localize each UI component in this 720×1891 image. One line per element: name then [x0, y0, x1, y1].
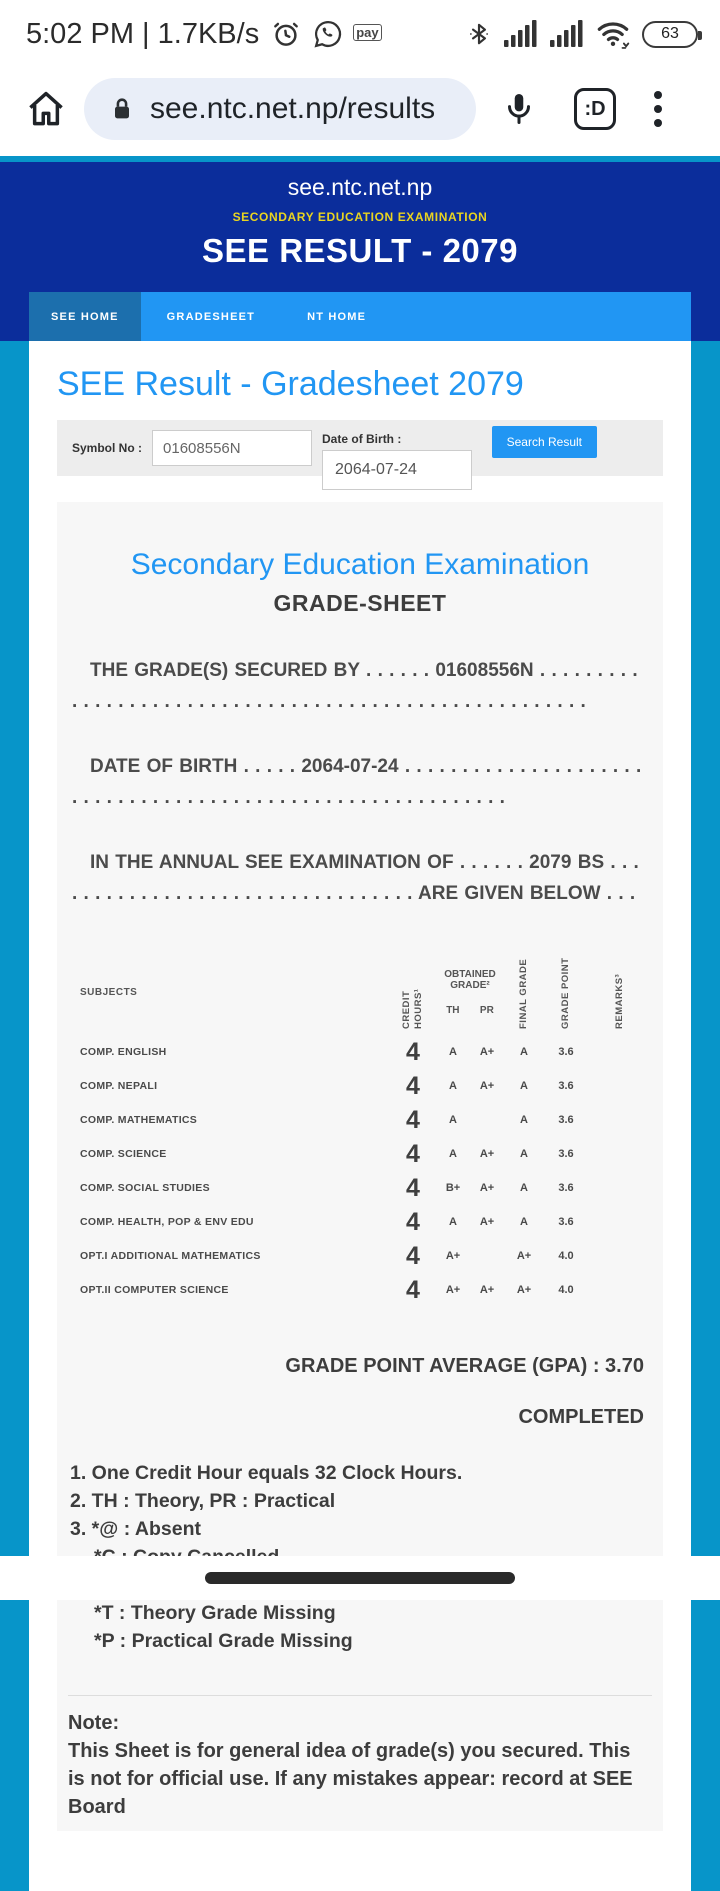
url-text: see.ntc.net.np/results — [150, 92, 436, 125]
exam-org-title: Secondary Education Examination — [130, 548, 590, 581]
col-th: TH — [446, 1004, 460, 1016]
search-result-button[interactable]: Search Result — [492, 426, 597, 458]
gpa-line: GRADE POINT AVERAGE (GPA) : 3.70 — [285, 1355, 644, 1377]
footnote: *T : Theory Grade Missing — [94, 1602, 336, 1624]
status-bar — [0, 0, 720, 62]
gesture-bar — [0, 1556, 720, 1600]
dob-input[interactable] — [322, 450, 472, 490]
dob-line: DATE OF BIRTH . . . . . 2064-07-24 . . . . . . . . . . . . . . . . . . . . . . . . . . . . . . . . . . . . . . . . . . . . . . . . . . . . . . . . . . . — [72, 756, 642, 808]
site-title: SEE RESULT - 2079 — [202, 232, 518, 269]
note-title: Note: — [68, 1712, 120, 1734]
site-domain: see.ntc.net.np — [287, 174, 433, 200]
site-header — [0, 162, 720, 341]
page-title: SEE Result - Gradesheet 2079 — [57, 365, 524, 403]
home-button[interactable] — [24, 87, 68, 131]
address-bar[interactable] — [84, 78, 476, 140]
doc-title: GRADE-SHEET — [273, 590, 447, 616]
footnote: *P : Practical Grade Missing — [94, 1630, 353, 1652]
table-row: COMP. MATHEMATICS 4 A A 3.6 — [80, 1105, 574, 1134]
note-body: This Sheet is for general idea of grade(s) you secured. This is not for official use. If any mistakes appear: record at SEE Board — [68, 1740, 633, 1818]
table-row: COMP. HEALTH, POP & ENV EDU 4 A A+ A 3.6 — [80, 1207, 574, 1236]
secured-by-line: THE GRADE(S) SECURED BY . . . . . . 01608556N . . . . . . . . . . . . . . . . . . . . . . . . . . . . . . . . . . . . . . . . . . . . . . . . . . . . . . — [72, 660, 638, 712]
symbol-label: Symbol No : — [72, 441, 143, 455]
col-pr: PR — [479, 1004, 494, 1016]
footnote: 1. One Credit Hour equals 32 Clock Hours. — [70, 1462, 463, 1484]
signal-icon-sim1 — [504, 19, 538, 49]
home-pill[interactable] — [205, 1572, 515, 1584]
search-form — [57, 420, 663, 476]
mic-button[interactable] — [500, 87, 538, 131]
tab-switcher-button[interactable] — [574, 88, 616, 130]
bluetooth-icon — [466, 19, 492, 49]
symbol-input[interactable] — [152, 430, 312, 466]
result-status: COMPLETED — [518, 1406, 644, 1428]
col-subjects: SUBJECTS — [80, 986, 138, 998]
signal-icon-sim2 — [550, 19, 584, 49]
battery-indicator — [642, 21, 698, 48]
lock-icon — [108, 95, 136, 123]
table-row: OPT.I ADDITIONAL MATHEMATICS 4 A+ A+ 4.0 — [80, 1241, 574, 1270]
tab-count-label: :D — [584, 97, 606, 120]
whatsapp-icon — [311, 19, 343, 49]
pay-icon: pay — [353, 24, 381, 41]
browser-toolbar — [0, 62, 720, 156]
table-row: COMP. NEPALI 4 A A+ A 3.6 — [80, 1071, 574, 1100]
col-credit-hours: CREDIT HOURS¹ — [401, 988, 424, 1029]
exam-year-line: IN THE ANNUAL SEE EXAMINATION OF . . . . . . 2079 BS . . . . . . . . . . . . . . . . . . . . . . . . . . . . . . . . . ARE GIVEN BELOW . . . — [72, 852, 639, 904]
dob-label: Date of Birth : — [322, 432, 402, 446]
divider — [68, 1695, 652, 1696]
grades-table-header — [68, 949, 652, 1035]
battery-percent: 63 — [661, 25, 679, 42]
table-row: OPT.II COMPUTER SCIENCE 4 A+ A+ A+ 4.0 — [80, 1275, 574, 1304]
main-nav — [29, 292, 691, 341]
nav-gradesheet[interactable]: GRADESHEET — [166, 310, 256, 323]
col-remarks: REMARKS³ — [614, 973, 625, 1029]
site-subtitle: SECONDARY EDUCATION EXAMINATION — [232, 210, 488, 224]
nav-nt-home[interactable]: NT HOME — [307, 310, 367, 323]
footnote: 2. TH : Theory, PR : Practical — [70, 1490, 336, 1512]
status-time-speed: 5:02 PM | 1.7KB/s — [26, 17, 260, 50]
page-content — [29, 341, 691, 1891]
col-obtained-grade: OBTAINED GRADE² TH PR — [444, 968, 496, 1016]
col-grade-point: GRADE POINT — [560, 957, 571, 1029]
table-row: COMP. SOCIAL STUDIES 4 B+ A+ A 3.6 — [80, 1173, 574, 1202]
footnote: 3. *@ : Absent — [70, 1518, 201, 1540]
table-row: COMP. ENGLISH 4 A A+ A 3.6 — [80, 1037, 574, 1066]
wifi-icon — [596, 19, 630, 49]
alarm-icon — [269, 19, 301, 49]
menu-button[interactable] — [650, 87, 666, 131]
table-row: COMP. SCIENCE 4 A A+ A 3.6 — [80, 1139, 574, 1168]
col-final-grade: FINAL GRADE — [518, 958, 529, 1029]
gradesheet-card — [57, 502, 663, 1831]
nav-see-home[interactable]: SEE HOME — [29, 292, 141, 341]
